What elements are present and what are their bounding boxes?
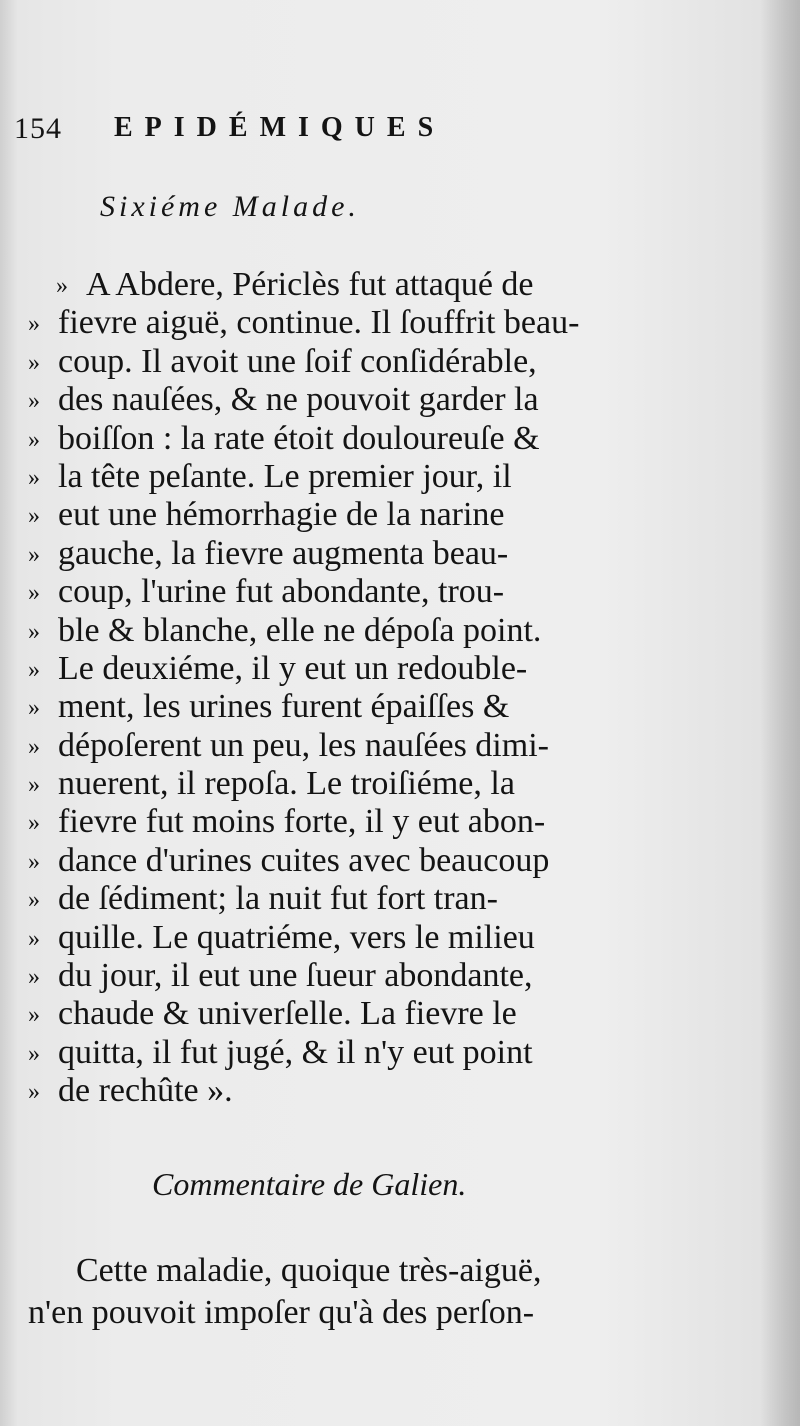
quote-mark: » (28, 618, 40, 645)
quote-mark: » (28, 848, 40, 875)
running-head (14, 112, 534, 152)
text-line: » boiſſon : la rate étoit douloureuſe & (28, 420, 628, 458)
quote-mark: » (28, 349, 40, 376)
quote-mark: » (28, 464, 40, 491)
text-line: » coup. Il avoit une ſoif conſidérable, (28, 343, 628, 381)
quote-mark: » (28, 733, 40, 760)
text-line: » gauche, la fievre augmenta beau- (28, 535, 628, 573)
quote-mark: » (28, 426, 40, 453)
text-line: » de rechûte ». (28, 1072, 628, 1110)
quote-mark: » (28, 964, 40, 991)
text-line: » des nauſées, & ne pouvoit garder la (28, 381, 628, 419)
page-number: 154 (14, 112, 62, 145)
text-line: » fievre fut moins forte, il y eut abon- (28, 803, 628, 841)
text-line: » dépoſerent un peu, les nauſées dimi- (28, 727, 628, 765)
text-line: » fievre aiguë, continue. Il ſouffrit beau- (28, 304, 628, 342)
section-title: Sixiéme Malade. (100, 190, 360, 223)
text-line: » la tête peſante. Le premier jour, il (28, 458, 628, 496)
quote-mark: » (28, 887, 40, 914)
text-line: » ble & blanche, elle ne dépoſa point. (28, 612, 628, 650)
text-line: n'en pouvoit impoſer qu'à des perſon- (28, 1294, 535, 1331)
text-line: » eut une hémorrhagie de la narine (28, 496, 628, 534)
quote-mark: » (28, 1040, 40, 1067)
quote-mark: » (28, 925, 40, 952)
commentary-title: Commentaire de Galien. (152, 1166, 467, 1202)
text-line: » quille. Le quatriéme, vers le milieu (28, 919, 628, 957)
quote-mark: » (28, 772, 40, 799)
text-line: » dance d'urines cuites avec beaucoup (28, 842, 628, 880)
commentary-text (28, 1250, 628, 1334)
text-line: » chaude & univerſelle. La fievre le (28, 995, 628, 1033)
text-line: » A Abdere, Périclès fut attaqué de (28, 266, 628, 304)
quote-mark: » (56, 273, 68, 299)
page-edge-shadow (760, 0, 800, 1426)
quote-mark: » (28, 541, 40, 568)
quote-mark: » (28, 503, 40, 530)
text-line: » Le deuxiéme, il y eut un redouble- (28, 650, 628, 688)
text-line: » coup, l'urine fut abondante, trou- (28, 573, 628, 611)
text-line: » ment, les urines furent épaiſſes & (28, 688, 628, 726)
quote-mark: » (28, 1079, 40, 1106)
text-line: » quitta, il fut jugé, & il n'y eut point (28, 1034, 628, 1072)
quote-mark: » (28, 311, 40, 338)
quote-mark: » (28, 580, 40, 607)
text-line: » du jour, il eut une ſueur abondante, (28, 957, 628, 995)
running-title: EPIDÉMIQUES (114, 112, 446, 143)
text-line: » nuerent, il repoſa. Le troiſiéme, la (28, 765, 628, 803)
quote-mark: » (28, 1002, 40, 1029)
case-text (28, 266, 628, 1111)
text-line: Cette maladie, quoique très-aiguë, (76, 1252, 542, 1289)
quote-mark: » (28, 656, 40, 683)
quote-mark: » (28, 388, 40, 415)
quote-mark: » (28, 695, 40, 722)
quote-mark: » (28, 810, 40, 837)
text-line: » de ſédiment; la nuit fut fort tran- (28, 880, 628, 918)
